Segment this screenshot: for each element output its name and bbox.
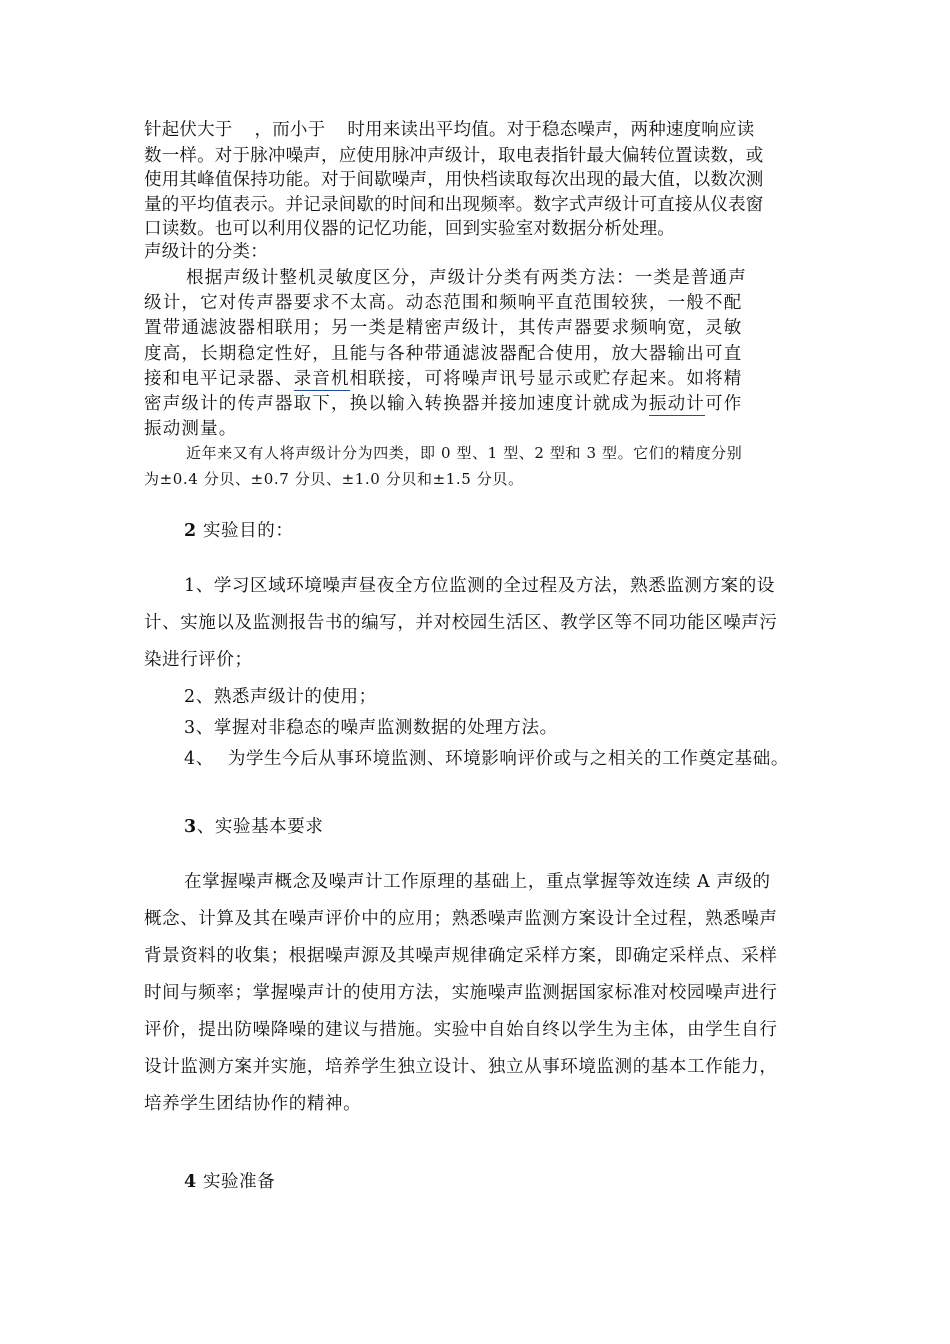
classification-line-3: 置带通滤波器相联用；另一类是精密声级计，其传声器要求频响宽，灵敏	[144, 318, 743, 338]
classification-line-5: 接和电平记录器、录音机相联接，可将噪声讯号显示或贮存起来。如将精	[144, 369, 743, 389]
requirements-line-2: 概念、计算及其在噪声评价中的应用；熟悉噪声监测方案设计全过程，熟悉噪声	[144, 909, 778, 929]
objective-1-line-2: 计、实施以及监测报告书的编写，并对校园生活区、教学区等不同功能区噪声污	[144, 613, 778, 633]
link-recorder[interactable]: 录音机	[293, 369, 350, 389]
types-line-1: 近年来又有人将声级计分为四类，即 0 型、1 型、2 型和 3 型。它们的精度分别	[186, 444, 743, 462]
requirements-line-5: 评价，提出防噪降噪的建议与措施。实验中自始自终以学生为主体，由学生自行	[144, 1020, 778, 1040]
classification-line-4: 度高，长期稳定性好，且能与各种带通滤波器配合使用，放大器输出可直	[144, 344, 743, 364]
section-2-heading: 2 实验目的：	[184, 521, 294, 541]
intro-line-4: 量的平均值表示。并记录间歇的时间和出现频率。数字式声级计可直接从仪表窗	[144, 195, 764, 215]
intro-line-5: 口读数。也可以利用仪器的记忆功能，回到实验室对数据分析处理。	[144, 219, 675, 239]
intro-line-1: 针起伏大于 ，而小于 时用来读出平均值。对于稳态噪声，两种速度响应读	[144, 120, 755, 140]
link-vibrometer[interactable]: 振动计	[648, 394, 706, 414]
classification-line-7: 振动测量。	[144, 419, 238, 439]
objective-1-line-1: 1、学习区域环境噪声昼夜全方位监测的全过程及方法，熟悉监测方案的设	[184, 576, 775, 596]
objective-4: 4、 为学生今后从事环境监测、环境影响评价或与之相关的工作奠定基础。	[184, 749, 789, 769]
intro-line-3: 使用其峰值保持功能。对于间歇噪声，用快档读取每次出现的最大值，以数次测	[144, 170, 764, 190]
section-4-heading: 4 实验准备	[184, 1172, 276, 1192]
classification-line-1: 根据声级计整机灵敏度区分，声级计分类有两类方法：一类是普通声	[186, 268, 747, 288]
types-line-2: 为±0.4 分贝、±0.7 分贝、±1.0 分贝和±1.5 分贝。	[144, 470, 524, 488]
classification-line-6: 密声级计的传声器取下，换以输入转换器并接加速度计就成为振动计可作	[144, 394, 743, 414]
objective-3: 3、掌握对非稳态的噪声监测数据的处理方法。	[184, 718, 558, 738]
objective-2: 2、熟悉声级计的使用；	[184, 687, 377, 707]
objective-1-line-3: 染进行评价；	[144, 650, 253, 670]
classification-title: 声级计的分类：	[144, 242, 268, 262]
requirements-line-4: 时间与频率；掌握噪声计的使用方法，实施噪声监测据国家标准对校园噪声进行	[144, 983, 778, 1003]
requirements-line-3: 背景资料的收集；根据噪声源及其噪声规律确定采样方案，即确定采样点、采样	[144, 946, 778, 966]
section-3-heading: 3、实验基本要求	[184, 817, 324, 837]
requirements-line-6: 设计监测方案并实施，培养学生独立设计、独立从事环境监测的基本工作能力，	[144, 1057, 778, 1077]
requirements-line-7: 培养学生团结协作的精神。	[144, 1094, 362, 1114]
intro-line-2: 数一样。对于脉冲噪声，应使用脉冲声级计，取电表指针最大偏转位置读数，或	[144, 146, 764, 166]
classification-line-2: 级计，它对传声器要求不太高。动态范围和频响平直范围较狭，一般不配	[144, 293, 743, 313]
requirements-line-1: 在掌握噪声概念及噪声计工作原理的基础上，重点掌握等效连续 A 声级的	[184, 872, 771, 892]
